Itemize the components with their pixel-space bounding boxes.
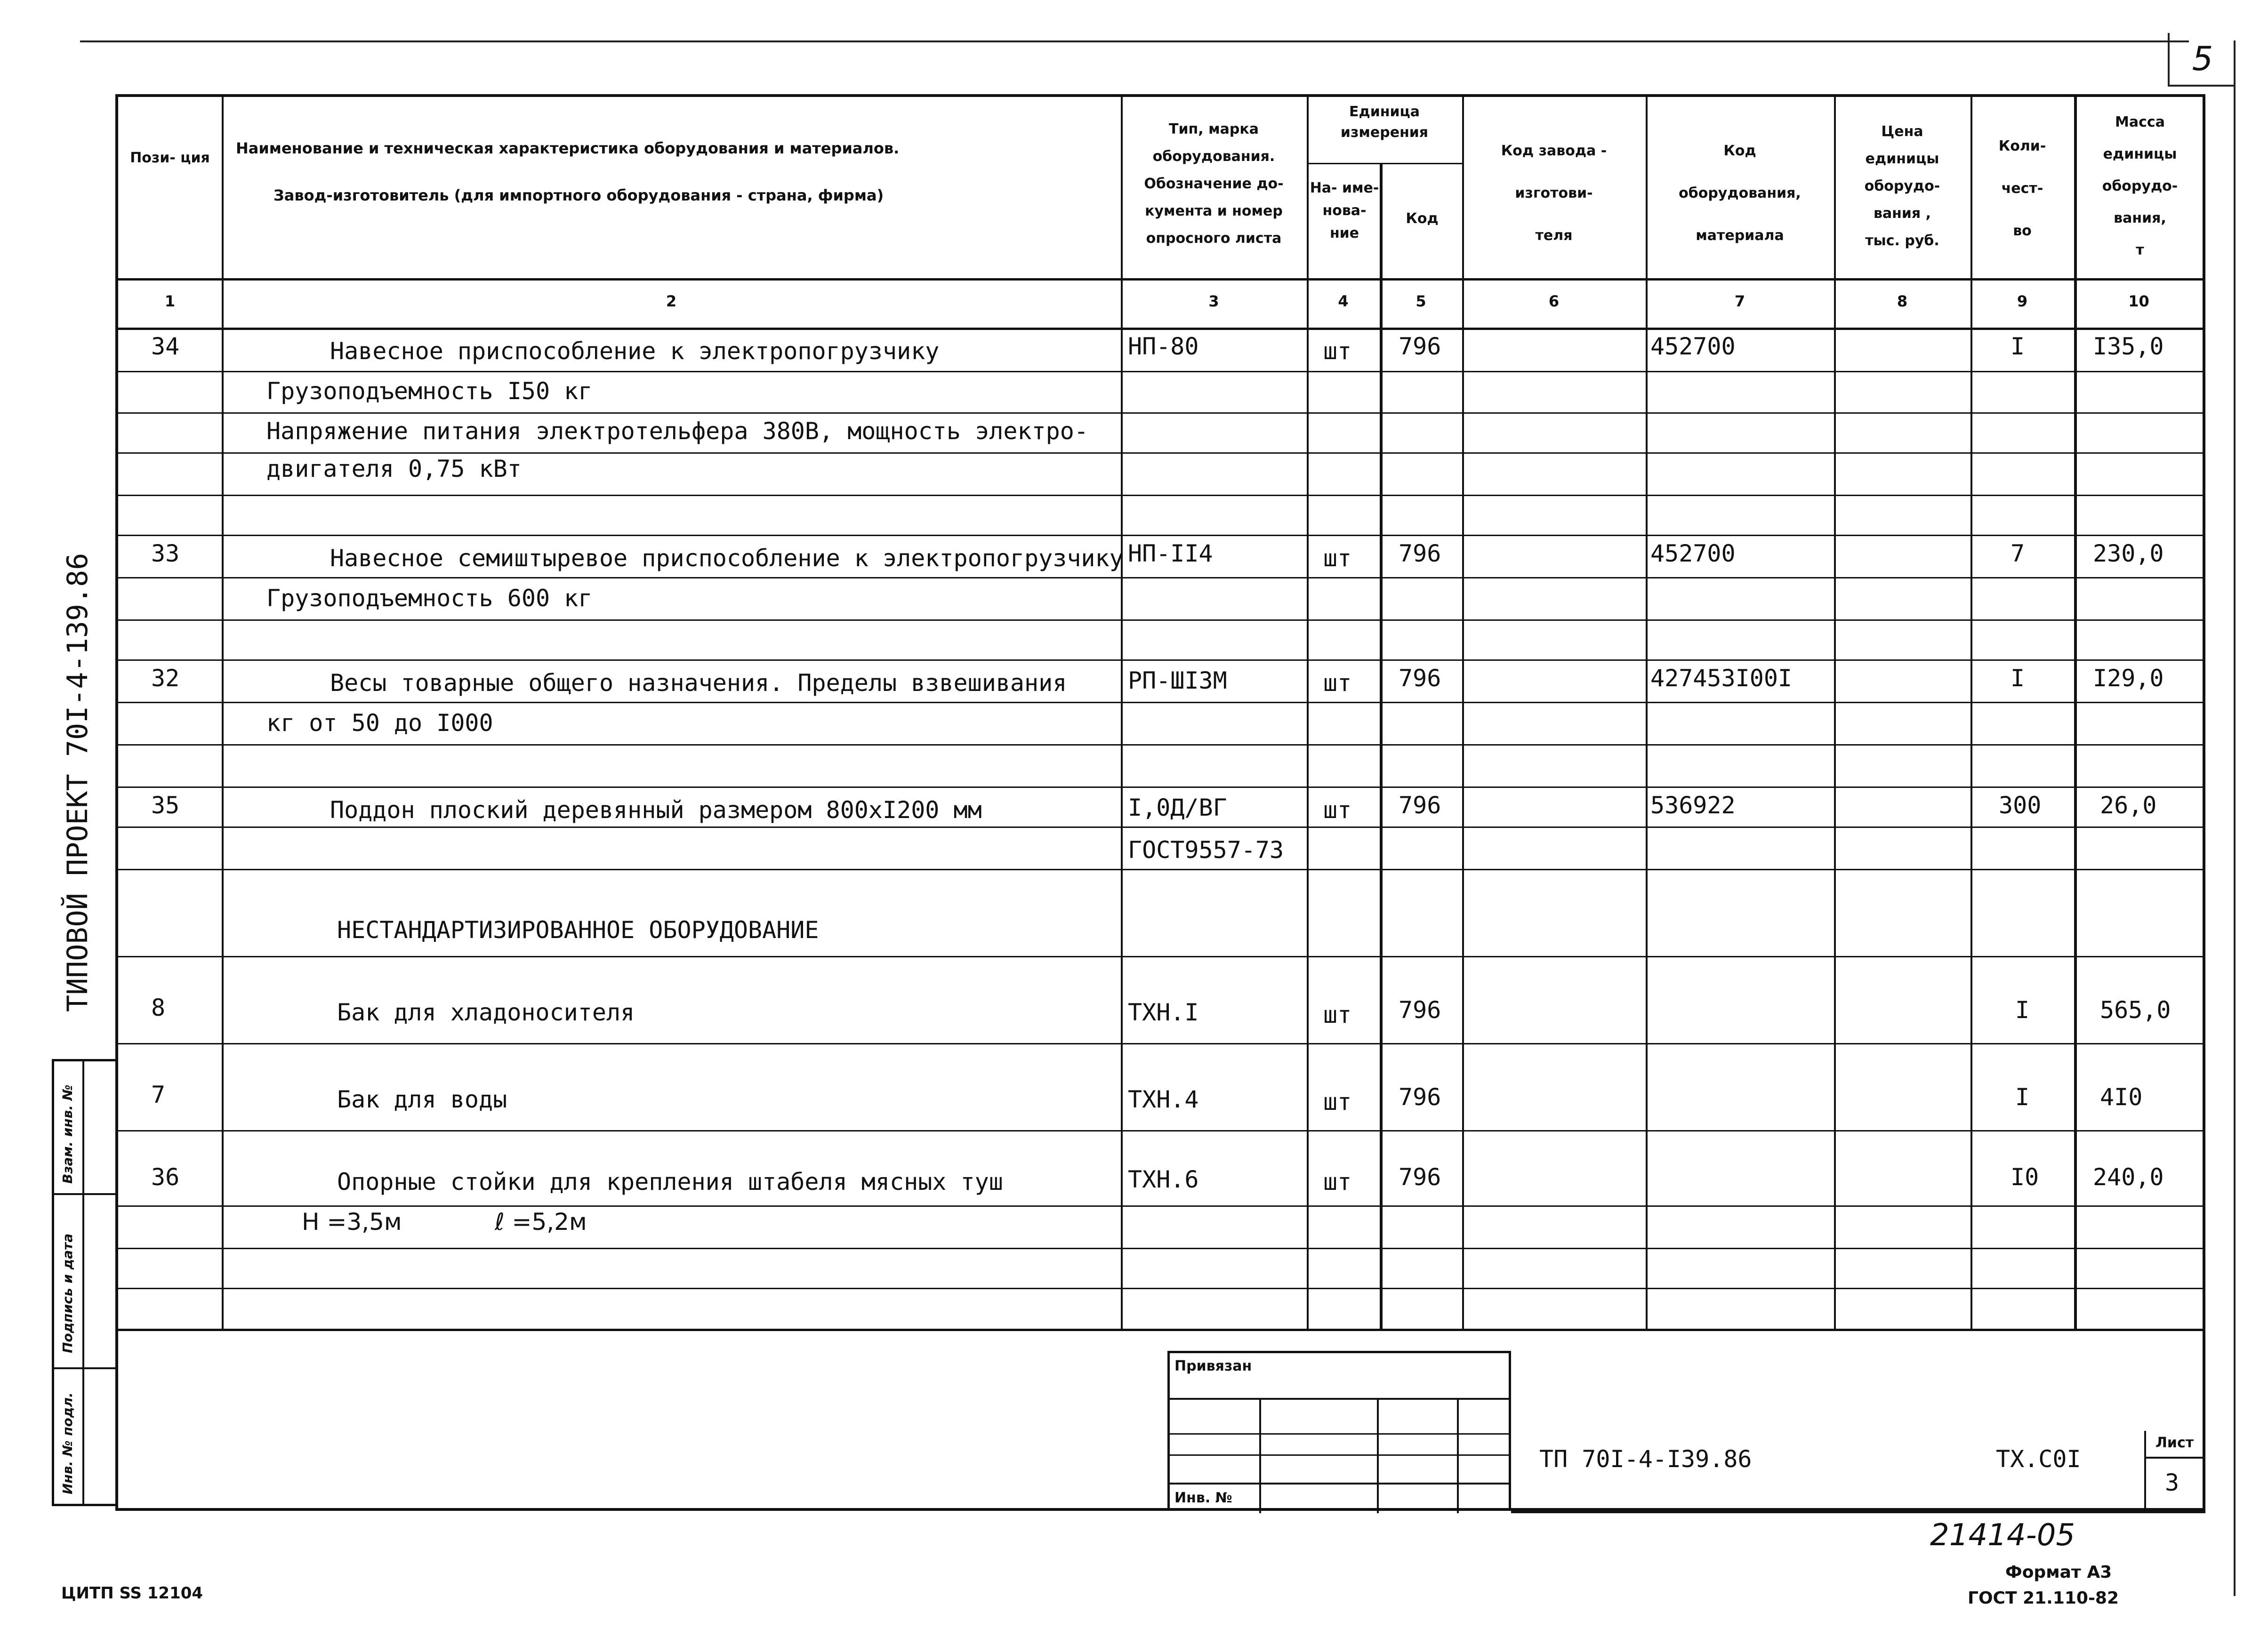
row-36-type: ТХН.6	[1128, 1166, 1199, 1193]
header-unit-name: На- име- нова- ние	[1310, 180, 1379, 241]
row-35-type-gost: ГОСТ9557-73	[1128, 836, 1284, 864]
header-mass: Масса единицы оборудо- вания, т	[2102, 114, 2178, 258]
row-7-name: Бак для воды	[337, 1086, 507, 1113]
row-32-unit: шт	[1323, 669, 1352, 697]
colnum-7: 7	[1734, 292, 1745, 310]
row-8-mass: 565,0	[2100, 996, 2171, 1024]
row-8-unit: шт	[1323, 1001, 1352, 1028]
stamp-label-inventory: Инв. № подл.	[60, 1392, 75, 1494]
header-name-line2: Завод-изготовитель (для импортного оборудования - страна, фирма)	[273, 186, 884, 204]
row-33-name: Навесное семиштыревое приспособление к электропогрузчику	[330, 545, 1124, 572]
sheet-value: 3	[2165, 1469, 2180, 1496]
row-35-unit: шт	[1323, 796, 1352, 824]
row-34-extra-3: двигателя 0,75 кВт	[266, 455, 522, 482]
row-32-equip-code: 427453I00I	[1650, 665, 1793, 692]
side-title: ТИПОВОЙ ПРОЕКТ 70I-4-139.86	[61, 553, 94, 1012]
colnum-10: 10	[2128, 292, 2149, 310]
row-7-type: ТХН.4	[1128, 1086, 1199, 1113]
stamp-label-replace: Взам. инв. №	[60, 1084, 75, 1184]
sheet-label: Лист	[2155, 1435, 2194, 1451]
row-8-type: ТХН.I	[1128, 999, 1199, 1026]
row-33-equip-code: 452700	[1650, 540, 1736, 567]
colnum-4: 4	[1338, 292, 1349, 310]
row-35-type: I,0Д/ВГ	[1128, 794, 1227, 821]
row-32-code: 796	[1399, 665, 1441, 692]
row-36-length: ℓ =5,2м	[495, 1208, 587, 1236]
row-33-pos: 33	[151, 540, 180, 567]
row-8-pos: 8	[151, 994, 166, 1021]
colnum-9: 9	[2017, 292, 2028, 310]
gost-label: ГОСТ 21.110-82	[1968, 1589, 2119, 1608]
row-32-mass: I29,0	[2093, 665, 2164, 692]
row-33-code: 796	[1399, 540, 1441, 567]
row-7-pos: 7	[151, 1081, 166, 1108]
row-7-unit: шт	[1323, 1088, 1352, 1115]
sheet-corner-number: 5	[2168, 33, 2236, 87]
top-rule	[80, 40, 2189, 42]
row-34-equip-code: 452700	[1650, 333, 1736, 360]
row-34-extra-2: Напряжение питания электротельфера 380В, мощность электро-	[266, 417, 1088, 445]
row-36-pos: 36	[151, 1164, 180, 1191]
row-35-equip-code: 536922	[1650, 792, 1736, 819]
row-32-extra-1: кг от 50 до I000	[266, 709, 493, 737]
row-32-qty: I	[2011, 665, 2025, 692]
colnum-5: 5	[1415, 292, 1426, 310]
colnum-8: 8	[1897, 292, 1908, 310]
row-32-name: Весы товарные общего назначения. Пределы взвешивания	[330, 669, 1067, 697]
header-type: Тип, марка оборудования. Обозначение до- кумента и номер опросного листа	[1144, 121, 1284, 247]
project-code: ТП 70I-4-I39.86	[1539, 1445, 1752, 1473]
stamp-inv-label: Инв. №	[1174, 1490, 1232, 1506]
handwritten-number: 21414-05	[1930, 1518, 2075, 1553]
row-33-unit: шт	[1323, 545, 1352, 572]
row-7-mass: 4I0	[2100, 1083, 2143, 1111]
row-35-pos: 35	[151, 792, 180, 819]
row-36-unit: шт	[1323, 1168, 1352, 1196]
row-36-height: H =3,5м	[302, 1208, 402, 1236]
specification-table	[115, 94, 2205, 1511]
row-36-mass: 240,0	[2093, 1164, 2164, 1191]
right-rule	[2234, 40, 2236, 1596]
row-34-pos: 34	[151, 333, 180, 360]
row-33-qty: 7	[2011, 540, 2025, 567]
row-35-qty: 300	[1999, 792, 2042, 819]
row-35-mass: 26,0	[2100, 792, 2157, 819]
header-name-line1: Наименование и техническая характеристика оборудования и материалов.	[236, 139, 900, 157]
row-34-mass: I35,0	[2093, 333, 2164, 360]
header-unit-group: Единица измерения	[1340, 104, 1429, 141]
row-32-pos: 32	[151, 665, 180, 692]
row-36-code: 796	[1399, 1164, 1441, 1191]
row-33-extra-1: Грузоподъемность 600 кг	[266, 585, 593, 612]
header-position: Пози- ция	[130, 150, 210, 166]
header-factory-code: Код завода - изготови- теля	[1501, 143, 1607, 244]
colnum-2: 2	[666, 292, 677, 310]
row-8-code: 796	[1399, 996, 1441, 1024]
row-32-type: РП-ШI3М	[1128, 667, 1227, 694]
sheet-number-box	[2144, 1431, 2205, 1513]
row-33-type: НП-II4	[1128, 540, 1213, 567]
printer-label: ЦИТП SS 12104	[61, 1584, 203, 1603]
colnum-1: 1	[164, 292, 176, 310]
row-8-name: Бак для хладоносителя	[337, 999, 635, 1026]
row-36-qty: I0	[2011, 1164, 2039, 1191]
colnum-6: 6	[1548, 292, 1560, 310]
row-34-extra-1: Грузоподъемность I50 кг	[266, 377, 593, 405]
row-35-code: 796	[1399, 792, 1441, 819]
row-36-name: Опорные стойки для крепления штабеля мясных туш	[337, 1168, 1003, 1196]
row-7-code: 796	[1399, 1083, 1441, 1111]
header-unit-code: Код	[1406, 210, 1439, 227]
row-7-qty: I	[2015, 1083, 2030, 1111]
row-33-mass: 230,0	[2093, 540, 2164, 567]
row-34-qty: I	[2011, 333, 2025, 360]
colnum-3: 3	[1208, 292, 1219, 310]
format-label: Формат А3	[2005, 1563, 2112, 1582]
row-34-type: НП-80	[1128, 333, 1199, 360]
row-34-code: 796	[1399, 333, 1441, 360]
row-34-name: Навесное приспособление к электропогрузчику	[330, 337, 940, 365]
row-35-name: Поддон плоский деревянный размером 800хI200 мм	[330, 796, 982, 824]
header-equipment-code: Код оборудования, материала	[1679, 143, 1801, 244]
section-title: НЕСТАНДАРТИЗИРОВАННОЕ ОБОРУДОВАНИЕ	[337, 916, 819, 944]
stamp-label-signature: Подпись и дата	[60, 1233, 75, 1353]
header-quantity: Коли- чест- во	[1998, 138, 2046, 239]
attachment-stamp	[1167, 1351, 1511, 1511]
header-price: Цена единицы оборудо- вания , тыс. руб.	[1864, 123, 1940, 249]
row-8-qty: I	[2015, 996, 2030, 1024]
left-stamp-strip	[52, 1059, 118, 1506]
row-34-unit: шт	[1323, 337, 1352, 365]
document-code: ТХ.С0I	[1996, 1445, 2081, 1473]
stamp-attached-label: Привязан	[1174, 1358, 1252, 1374]
